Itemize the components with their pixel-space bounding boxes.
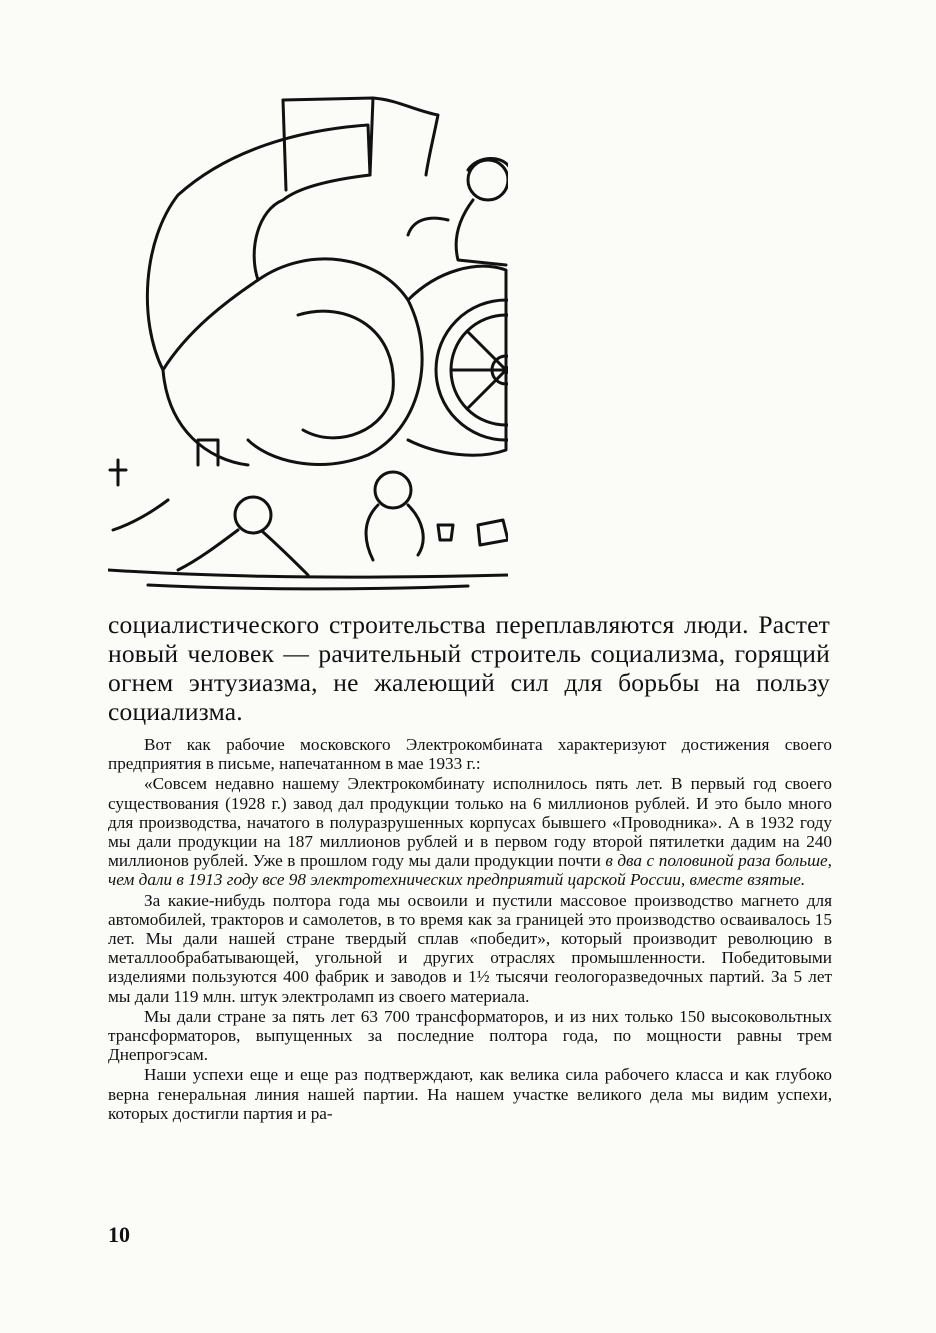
letter-paragraph-3: Мы дали стране за пять лет 63 700 трансформаторов, и из них только 150 высоковольтных трансформаторов, выпущенных за последние полтора года, по мощности равны трем Днепрогэсам. bbox=[108, 1006, 832, 1065]
letter-paragraph-1-italic: в два с половиной раза больше, чем дали в 1913 году все 98 электротехнических предприятий царской России, вместе взятые. bbox=[108, 851, 832, 890]
letter-paragraph-2: За какие-нибудь полтора года мы освоили и пустили массовое производство магнето для автомобилей, тракторов и самолетов, в то время как за границей это производство осваивалось 15 лет. Мы дали нашей стране твердый сплав «победит», который производит революцию в металлообрабатывающей, угольной и других отраслях промышленности. Победитовыми изделиями пользуются 400 фабрик и заводов и 1½ тысячи геологоразведочных партий. За 5 лет мы дали 119 млн. штук электроламп из своего материала. bbox=[108, 890, 832, 1006]
lead-paragraph bbox=[108, 610, 830, 726]
page-number: 10 bbox=[108, 1222, 130, 1247]
lead-text: социалистического строительства переплавляются люди. Растет новый человек — рачительный строитель социализма, горящий огнем энтузиазма, не жалеющий сил для борьбы на пользу социализма. bbox=[108, 610, 830, 726]
body-text bbox=[108, 735, 832, 1123]
intro-paragraph: Вот как рабочие московского Электрокомбината характеризуют достижения своего предприятия в письме, напечатанном в мае 1933 г.: bbox=[108, 735, 832, 774]
letter-paragraph-1-plain: «Совсем недавно нашему Электрокомбинату исполнилось пять лет. В первый год своего существования (1928 г.) завод дал продукции только на 6 миллионов рублей. И это было много для производства, начатого в полуразрушенных корпусах бывшего «Проводника». А в 1932 году мы дали продукции на 187 миллионов рублей и в первом году второй пятилетки дадим на 240 миллионов рублей. Уже в прошлом году мы дали продукции почти bbox=[108, 774, 832, 871]
letter-paragraph-4: Наши успехи еще и еще раз подтверждают, как велика сила рабочего класса и как глубоко верна генеральная линия нашей партии. На нашем участке великого дела мы видим успехи, которых достигли партия и ра- bbox=[108, 1065, 832, 1123]
cartoon-illustration bbox=[108, 70, 508, 595]
letter-paragraph-1 bbox=[108, 774, 832, 889]
